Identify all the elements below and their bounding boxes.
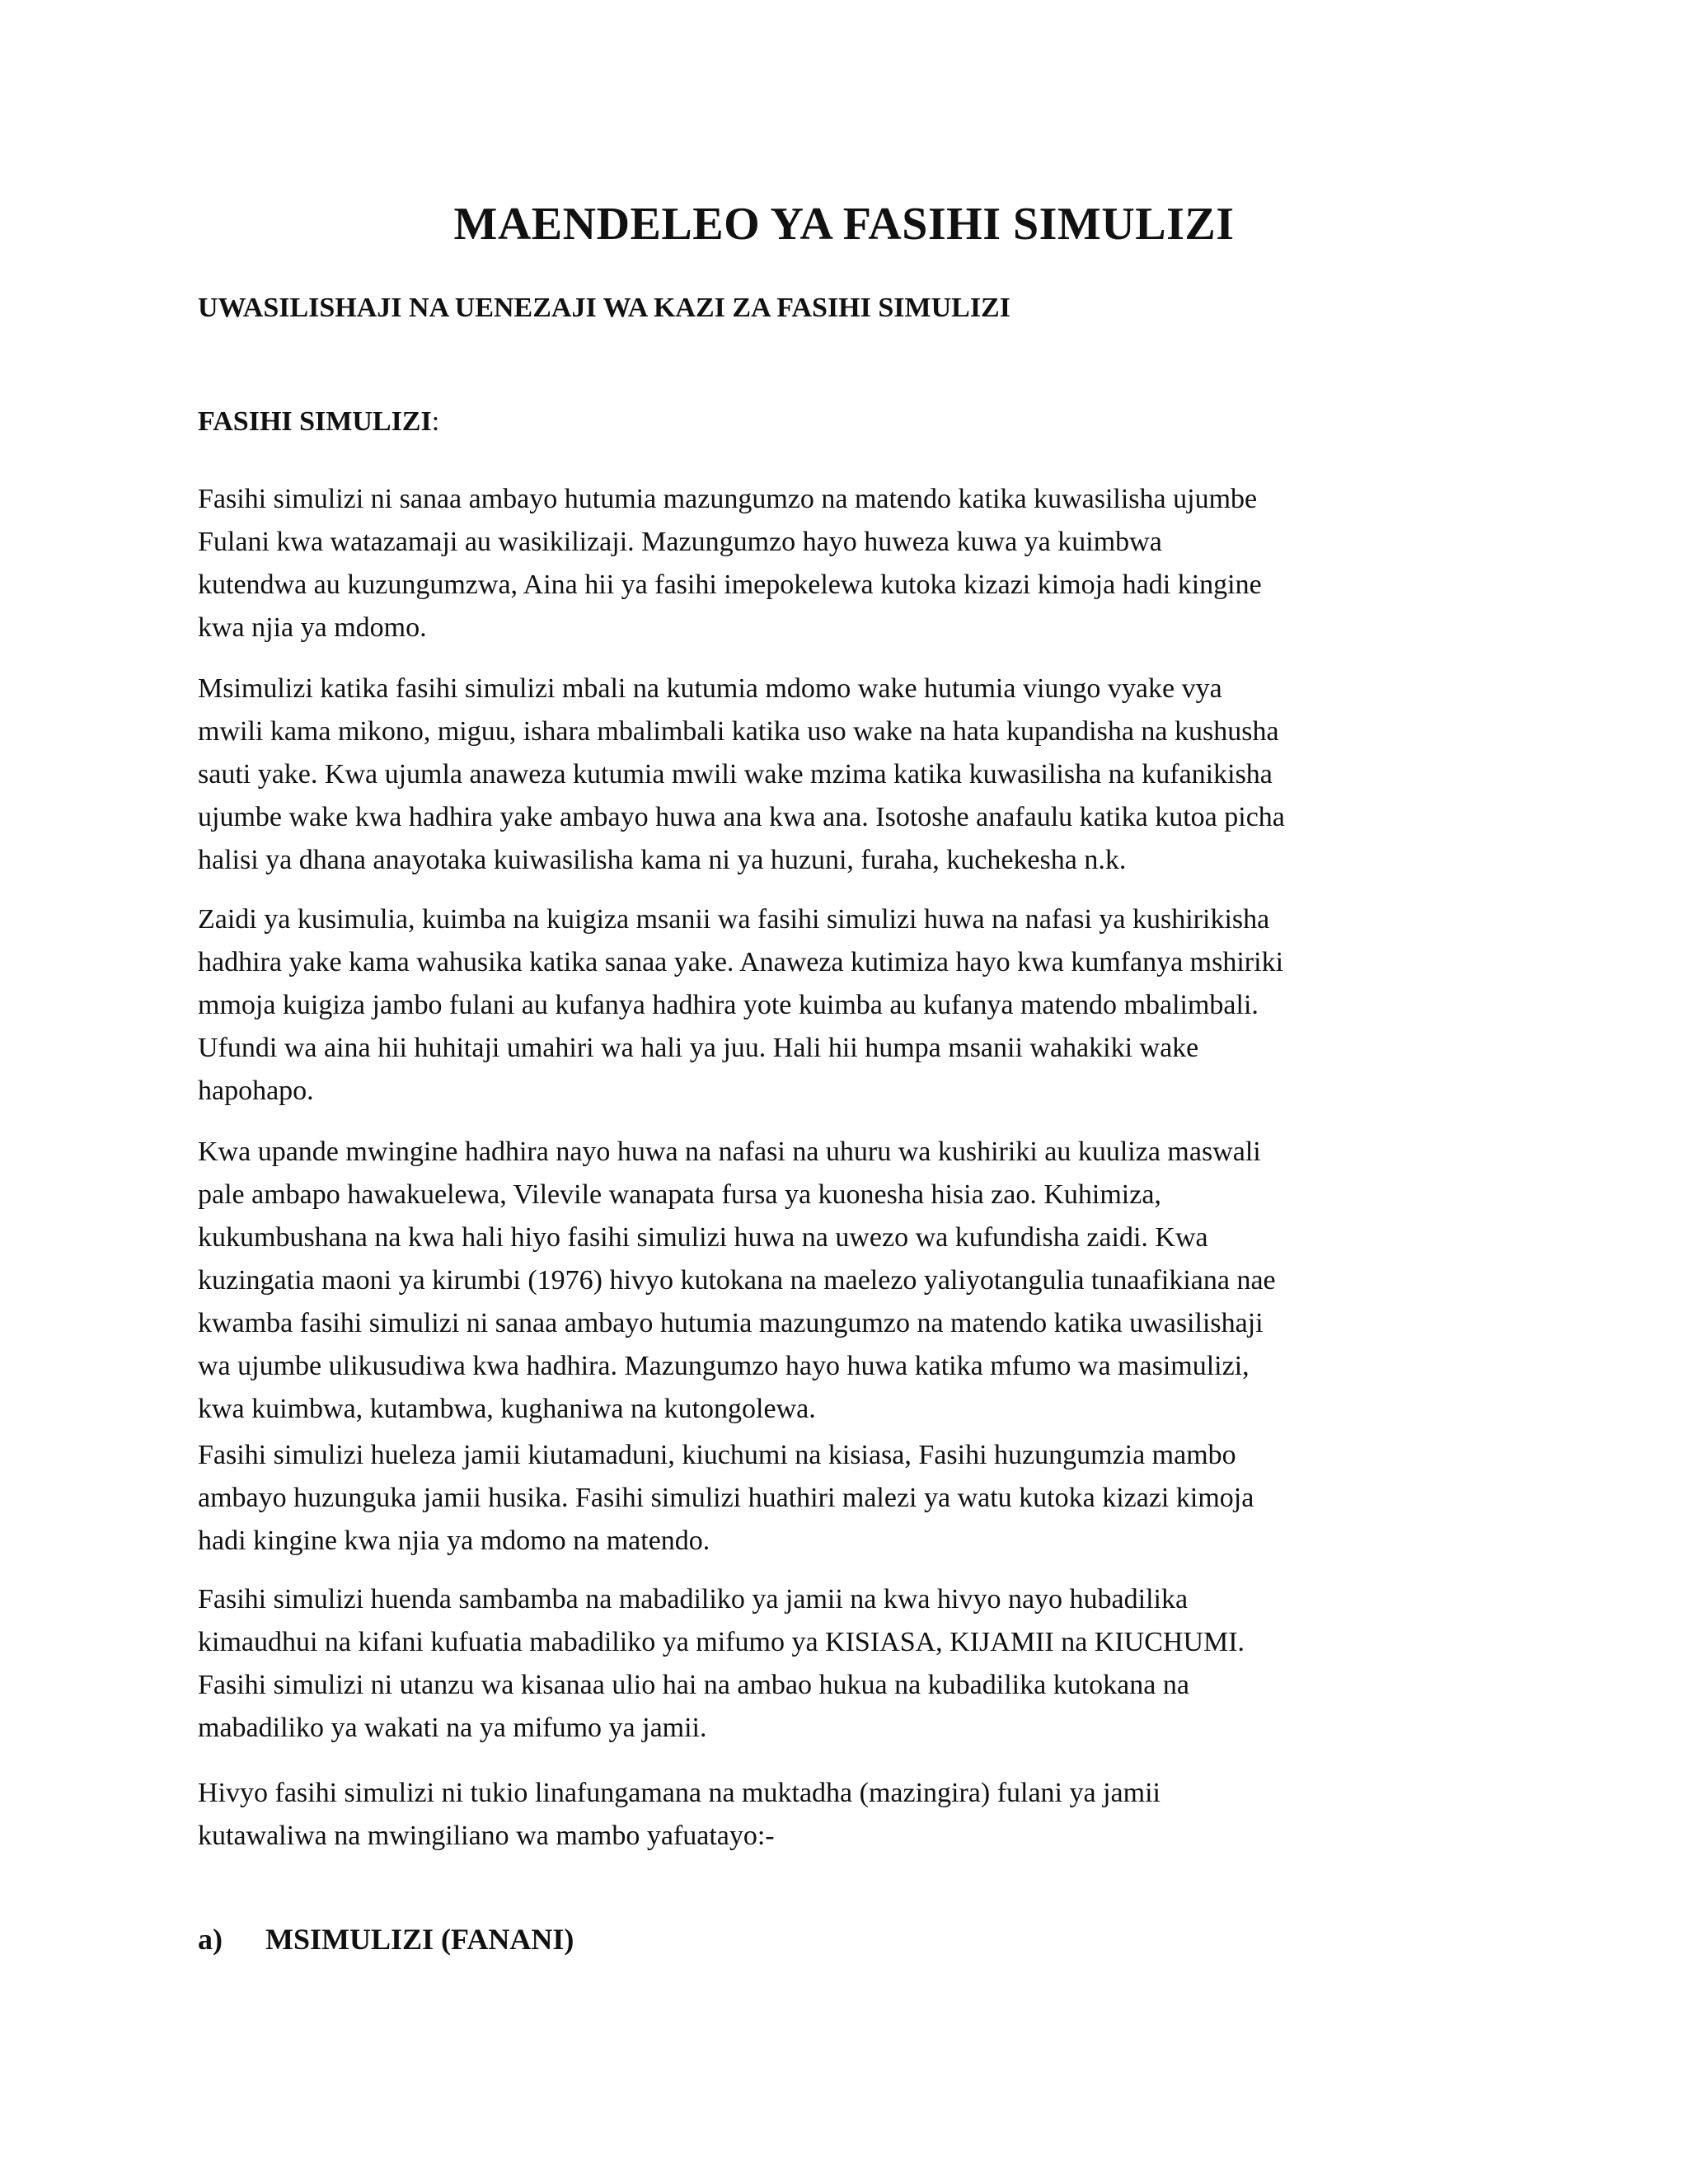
list-marker: a) [198, 1923, 223, 1956]
paragraph-3 [198, 898, 1500, 1113]
paragraph-line: hapohapo. [198, 1076, 314, 1106]
paragraph-2 [198, 668, 1500, 882]
paragraph-line: wa ujumbe ulikusudiwa kwa hadhira. Mazungumzo hayo huwa katika mfumo wa masimulizi, [198, 1351, 1250, 1381]
paragraph-line: Fasihi simulizi huenda sambamba na mabadiliko ya jamii na kwa hivyo nayo hubadilika [198, 1584, 1189, 1615]
paragraph-line: hadhira yake kama wahusika katika sanaa yake. Anaweza kutimiza hayo kwa kumfanya mshiriki [198, 947, 1284, 977]
paragraph-line: Ufundi wa aina hii huhitaji umahiri wa hali ya juu. Hali hii humpa msanii wahakiki wake [198, 1033, 1199, 1063]
paragraph-7 [198, 1772, 1500, 1858]
paragraph-1 [198, 478, 1500, 649]
paragraph-4 [198, 1131, 1500, 1431]
paragraph-line: mmoja kuigiza jambo fulani au kufanya hadhira yote kuimba au kufanya matendo mbalimbali. [198, 990, 1259, 1020]
paragraph-line: Fasihi simulizi hueleza jamii kiutamaduni, kiuchumi na kisiasa, Fasihi huzungumzia mambo [198, 1440, 1236, 1470]
list-heading-text: MSIMULIZI (FANANI) [265, 1923, 574, 1956]
paragraph-line: ujumbe wake kwa hadhira yake ambayo huwa ana kwa ana. Isotoshe anafaulu katika kutoa picha [198, 802, 1285, 832]
section-heading [198, 404, 439, 440]
paragraph-line: mabadiliko ya wakati na ya mifumo ya jamii. [198, 1713, 707, 1743]
section-heading-text: FASIHI SIMULIZI [198, 406, 432, 437]
paragraph-line: kukumbushana na kwa hali hiyo fasihi simulizi huwa na uwezo wa kufundisha zaidi. Kwa [198, 1222, 1208, 1253]
paragraph-line: Zaidi ya kusimulia, kuimba na kuigiza msanii wa fasihi simulizi huwa na nafasi ya kushirikisha [198, 904, 1270, 935]
paragraph-line: sauti yake. Kwa ujumla anaweza kutumia mwili wake mzima katika kuwasilisha na kufanikisha [198, 759, 1273, 790]
paragraph-line: Hivyo fasihi simulizi ni tukio linafungamana na muktadha (mazingira) fulani ya jamii [198, 1778, 1160, 1808]
list-heading [198, 1920, 574, 1958]
paragraph-line: kwamba fasihi simulizi ni sanaa ambayo hutumia mazungumzo na matendo katika uwasilishaji [198, 1308, 1264, 1338]
paragraph-line: halisi ya dhana anayotaka kuiwasilisha kama ni ya huzuni, furaha, kuchekesha n.k. [198, 845, 1127, 875]
paragraph-line: kimaudhui na kifani kufuatia mabadiliko ya mifumo ya KISIASA, KIJAMII na KIUCHUMI. [198, 1627, 1245, 1657]
paragraph-line: pale ambapo hawakuelewa, Vilevile wanapata fursa ya kuonesha hisia zao. Kuhimiza, [198, 1179, 1161, 1210]
paragraph-line: kutawaliwa na mwingiliano wa mambo yafuatayo:- [198, 1821, 775, 1851]
paragraph-line: hadi kingine kwa njia ya mdomo na matendo. [198, 1526, 710, 1556]
paragraph-line: kutendwa au kuzungumzwa, Aina hii ya fasihi imepokelewa kutoka kizazi kimoja hadi kingine [198, 569, 1262, 600]
paragraph-line: Fasihi simulizi ni utanzu wa kisanaa ulio hai na ambao hukua na kubadilika kutokana na [198, 1670, 1189, 1700]
paragraph-line: kwa kuimbwa, kutambwa, kughaniwa na kutongolewa. [198, 1394, 816, 1424]
paragraph-line: Fasihi simulizi ni sanaa ambayo hutumia mazungumzo na matendo katika kuwasilisha ujumbe [198, 484, 1258, 514]
section-heading-colon: : [431, 406, 440, 437]
paragraph-line: kwa njia ya mdomo. [198, 612, 427, 643]
paragraph-line: ambayo huzunguka jamii husika. Fasihi simulizi huathiri malezi ya watu kutoka kizazi kimoja [198, 1483, 1254, 1513]
paragraph-6 [198, 1578, 1500, 1750]
paragraph-line: Kwa upande mwingine hadhira nayo huwa na nafasi na uhuru wa kushiriki au kuuliza maswali [198, 1137, 1261, 1167]
paragraph-line: Msimulizi katika fasihi simulizi mbali na kutumia mdomo wake hutumia viungo vyake vya [198, 673, 1222, 704]
page-title: MAENDELEO YA FASIHI SIMULIZI [453, 199, 1235, 250]
page-subtitle: UWASILISHAJI NA UENEZAJI WA KAZI ZA FASIHI SIMULIZI [198, 293, 1010, 323]
paragraph-line: kuzingatia maoni ya kirumbi (1976) hivyo kutokana na maelezo yaliyotangulia tunaafikiana nae [198, 1265, 1276, 1296]
paragraph-line: Fulani kwa watazamaji au wasikilizaji. Mazungumzo hayo huweza kuwa ya kuimbwa [198, 527, 1162, 557]
paragraph-line: mwili kama mikono, miguu, ishara mbalimbali katika uso wake na hata kupandisha na kushusha [198, 716, 1279, 747]
paragraph-5 [198, 1434, 1500, 1563]
